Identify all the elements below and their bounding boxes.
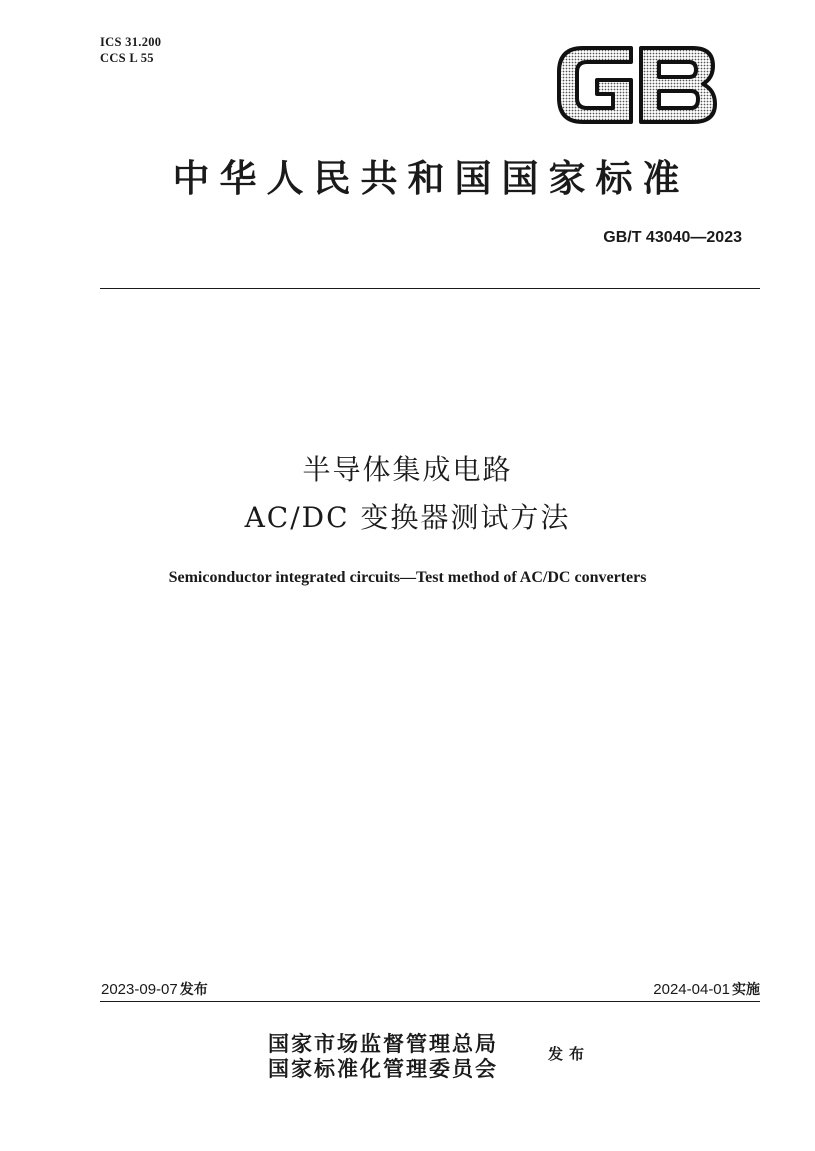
issue-date-value: 2023-09-07 (101, 981, 178, 998)
bottom-divider (100, 1001, 760, 1002)
title-cn-line2: AC/DC 变换器测试方法 (244, 501, 571, 534)
issue-date-label: 发布 (179, 982, 208, 998)
implementation-date-label: 实施 (732, 982, 760, 998)
title-english: Semiconductor integrated circuits—Test method of AC/DC converters (168, 569, 647, 586)
ccs-code: CCS L 55 (100, 51, 154, 65)
implementation-date (653, 979, 760, 999)
top-divider (100, 288, 760, 289)
issuer-samr: 国家市场监督管理总局 (268, 1031, 498, 1056)
standard-number: GB/T 43040—2023 (603, 229, 742, 246)
publish-label: 发布 (548, 1045, 591, 1063)
gb-logo-icon (553, 40, 721, 130)
standard-category-title: 中华人民共和国国家标准 (172, 156, 690, 200)
ics-code: ICS 31.200 (100, 35, 162, 49)
title-cn-line1: 半导体集成电路 (302, 453, 513, 486)
issuer-sac: 国家标准化管理委员会 (268, 1056, 498, 1081)
implementation-date-value: 2024-04-01 (653, 981, 730, 998)
issue-date (101, 979, 208, 999)
